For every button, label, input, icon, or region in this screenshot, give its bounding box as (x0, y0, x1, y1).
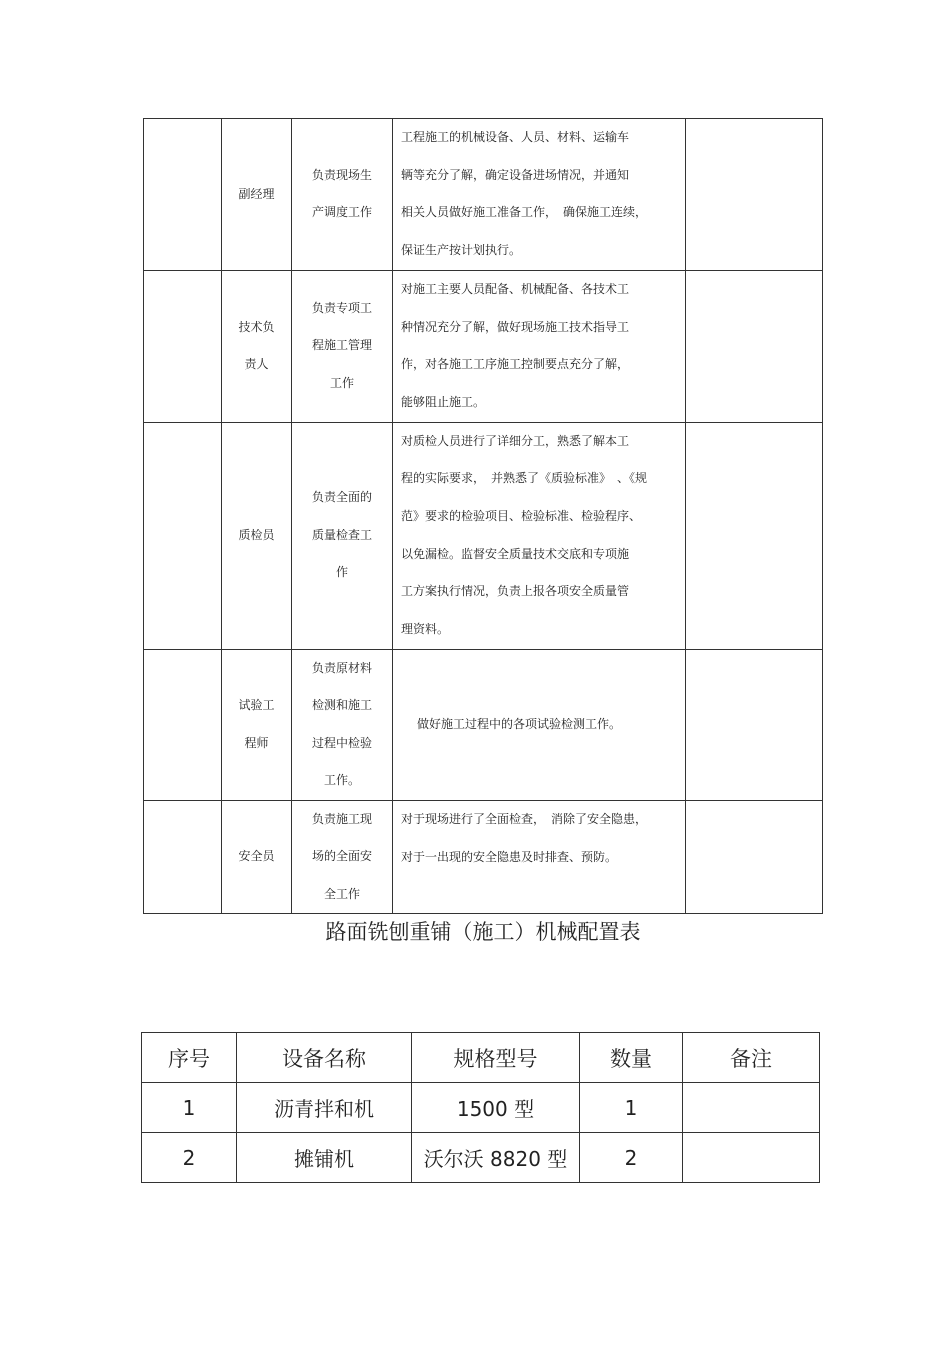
table-row (144, 422, 823, 649)
role-cell (222, 649, 292, 800)
work-text: 程的实际要求， 并熟悉了《质验标准》 、《规 (401, 471, 648, 486)
duty-cell (292, 422, 393, 649)
role-text: 程师 (244, 735, 269, 750)
work-text: 做好施工过程中的各项试验检测工作。 (417, 716, 622, 731)
work-cell (393, 270, 686, 422)
work-cell (393, 119, 686, 271)
duty-cell (292, 270, 393, 422)
duty-text: 全工作 (323, 886, 360, 901)
duty-cell (292, 649, 393, 800)
work-text: 范》要求的检验项目、检验标准、检验程序、 (401, 509, 642, 524)
blank-cell (144, 422, 222, 649)
work-text: 相关人员做好施工准备工作， 确保施工连续， (401, 205, 648, 220)
blank-cell (686, 422, 823, 649)
blank-cell (144, 649, 222, 800)
blank-cell (144, 270, 222, 422)
machine-table-title: 路面铣刨重铺（施工）机械配置表 (325, 920, 641, 944)
blank-cell (686, 119, 823, 271)
role-text: 副经理 (238, 186, 275, 201)
duty-text: 程施工管理 (311, 338, 372, 353)
blank-cell (686, 270, 823, 422)
duty-text: 工作 (329, 375, 354, 390)
table-cell: 1 (142, 1083, 237, 1133)
table-row (144, 649, 823, 800)
work-text: 工程施工的机械设备、人员、材料、运输车 (401, 130, 630, 144)
table-cell: 1500 型 (412, 1083, 580, 1133)
table-cell: 沃尔沃 8820 型 (412, 1133, 580, 1183)
role-text: 安全员 (238, 849, 275, 864)
table-cell (683, 1133, 820, 1183)
role-cell (222, 422, 292, 649)
work-text: 工方案执行情况，负责上报各项安全质量管 (401, 584, 630, 599)
role-text: 责人 (244, 357, 269, 372)
work-text: 保证生产按计划执行。 (401, 243, 522, 258)
column-header: 数量 (580, 1033, 683, 1083)
column-header: 备注 (683, 1033, 820, 1083)
table-cell: 摊铺机 (237, 1133, 412, 1183)
role-cell (222, 119, 292, 271)
blank-cell (686, 649, 823, 800)
duty-text: 产调度工作 (311, 205, 372, 220)
table-row (144, 800, 823, 914)
work-text: 对质检人员进行了详细分工，熟悉了解本工 (401, 433, 630, 448)
work-cell (393, 800, 686, 914)
work-text: 能够阻止施工。 (401, 394, 486, 409)
duty-text: 工作。 (323, 773, 360, 788)
duty-text: 负责施工现 (311, 811, 372, 826)
machine-table (141, 1032, 820, 1183)
role-text: 试验工 (238, 698, 275, 713)
work-cell (393, 649, 686, 800)
work-text: 以免漏检。监督安全质量技术交底和专项施 (401, 546, 630, 561)
table-cell: 2 (580, 1133, 683, 1183)
blank-cell (144, 119, 222, 271)
work-text: 对于现场进行了全面检查， 消除了安全隐患， (401, 811, 648, 826)
column-header: 规格型号 (412, 1033, 580, 1083)
duty-text: 检测和施工 (311, 698, 372, 713)
work-cell (393, 422, 686, 649)
role-cell (222, 800, 292, 914)
table-row (142, 1083, 820, 1133)
duty-text: 负责专项工 (311, 300, 372, 315)
column-header: 设备名称 (237, 1033, 412, 1083)
duty-text: 负责全面的 (311, 490, 372, 505)
duty-text: 场的全面安 (311, 849, 372, 864)
duty-text: 过程中检验 (311, 735, 372, 750)
work-text: 对于一出现的安全隐患及时排查、预防。 (401, 849, 618, 864)
column-header: 序号 (142, 1033, 237, 1083)
work-text: 对施工主要人员配备、机械配备、各技术工 (401, 281, 630, 296)
blank-cell (686, 800, 823, 914)
role-text: 技术负 (238, 319, 275, 334)
duty-cell (292, 119, 393, 271)
responsibility-table (143, 118, 823, 914)
duty-text: 负责原材料 (311, 660, 372, 675)
table-cell: 沥青拌和机 (237, 1083, 412, 1133)
work-text: 种情况充分了解，做好现场施工技术指导工 (401, 319, 630, 334)
work-text: 理资料。 (401, 622, 450, 637)
blank-cell (144, 800, 222, 914)
table-cell (683, 1083, 820, 1133)
table-row (144, 270, 823, 422)
duty-text: 作 (335, 565, 348, 580)
role-text: 质检员 (238, 527, 275, 542)
work-text: 作，对各施工工序施工控制要点充分了解， (401, 357, 630, 372)
table-header-row (142, 1033, 820, 1083)
table-row (142, 1133, 820, 1183)
duty-text: 质量检查工 (311, 527, 372, 542)
table-cell: 1 (580, 1083, 683, 1133)
work-text: 辆等充分了解，确定设备进场情况，并通知 (401, 167, 630, 182)
duty-text: 负责现场生 (311, 167, 372, 182)
role-cell (222, 270, 292, 422)
duty-cell (292, 800, 393, 914)
table-cell: 2 (142, 1133, 237, 1183)
table-row (144, 119, 823, 271)
